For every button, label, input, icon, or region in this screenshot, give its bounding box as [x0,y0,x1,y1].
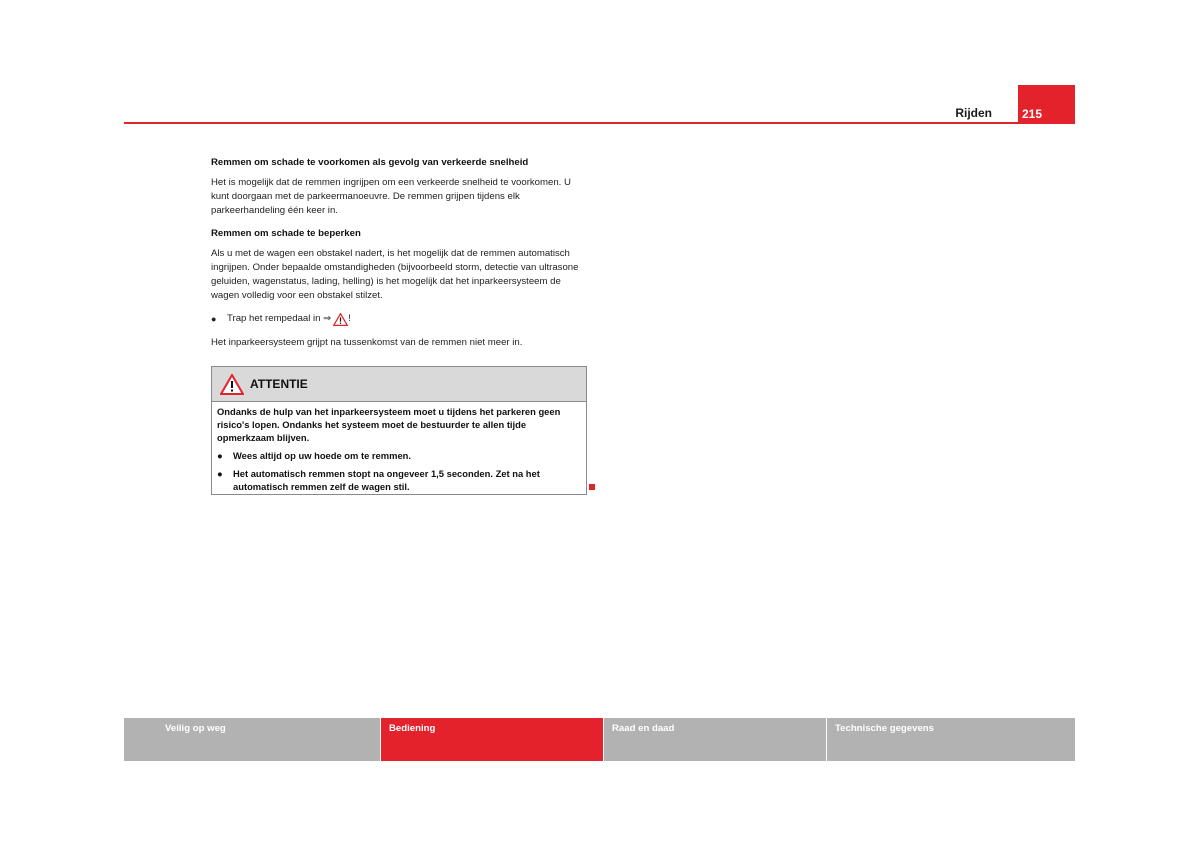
footer-tab-technische-gegevens[interactable]: Technische gegevens [827,718,1075,761]
warning-triangle-icon [220,374,244,395]
paragraph-speed-braking: Het is mogelijk dat de remmen ingrijpen om een verkeerde snelheid te voorkomen. U kunt doorgaan met de parkeermanoeuvre. De remmen grijpen tijdens elk parkeerhandeling één keer in. [211,177,571,216]
page-number: 215 [1022,107,1043,121]
paragraph-damage-limiting: Als u met de wagen een obstakel nadert, is het mogelijk dat de remmen automatisch ingrijpen. Onder bepaalde omstandigheden (bijvoorbeeld storm, detectie van ultrasone geluiden, wagenstatus, lading, helling) is het mogelijk dat het inparkeersysteem de wagen volledig voor een obstakel stilzet. [211,248,579,301]
instruction-suffix: ! [348,313,351,324]
main-content [211,156,587,350]
instruction-bullet [211,312,587,326]
instruction-text: Trap het rempedaal in ⇒ [227,313,332,324]
warning-bullet-text: Wees altijd op uw hoede om te remmen. [233,450,411,461]
warning-triangle-icon[interactable] [333,313,348,326]
section-end-marker [589,484,595,490]
warning-bullet [217,467,580,493]
bullet-dot-icon: ● [217,450,223,461]
section-title: Rijden [955,106,992,120]
warning-bullet-text: Het automatisch remmen stopt na ongeveer 1,5 seconden. Zet na het automatisch remmen zelf de wagen stil. [233,468,540,492]
heading-speed-braking: Remmen om schade te voorkomen als gevolg van verkeerde snelheid [211,157,529,168]
warning-title: ATTENTIE [250,377,308,391]
warning-body [212,402,586,493]
paragraph-system-stops: Het inparkeersysteem grijpt na tussenkomst van de remmen niet meer in. [211,337,523,348]
footer-tab-veilig-op-weg[interactable]: Veilig op weg [124,718,380,761]
warning-bullet [217,449,580,462]
bullet-dot-icon: ● [217,468,223,479]
heading-damage-limiting: Remmen om schade te beperken [211,228,361,239]
warning-box [211,366,587,495]
header-rule [124,122,1075,124]
warning-text: Ondanks de hulp van het inparkeersysteem moet u tijdens het parkeren geen risico's lopen. Ondanks het systeem moet de bestuurder te allen tijde opmerkzaam blijven. [217,406,561,443]
footer-tab-bediening[interactable]: Bediening [381,718,603,761]
warning-header [212,367,586,402]
footer-tab-raad-en-daad[interactable]: Raad en daad [604,718,826,761]
bullet-dot-icon: ● [211,314,217,324]
